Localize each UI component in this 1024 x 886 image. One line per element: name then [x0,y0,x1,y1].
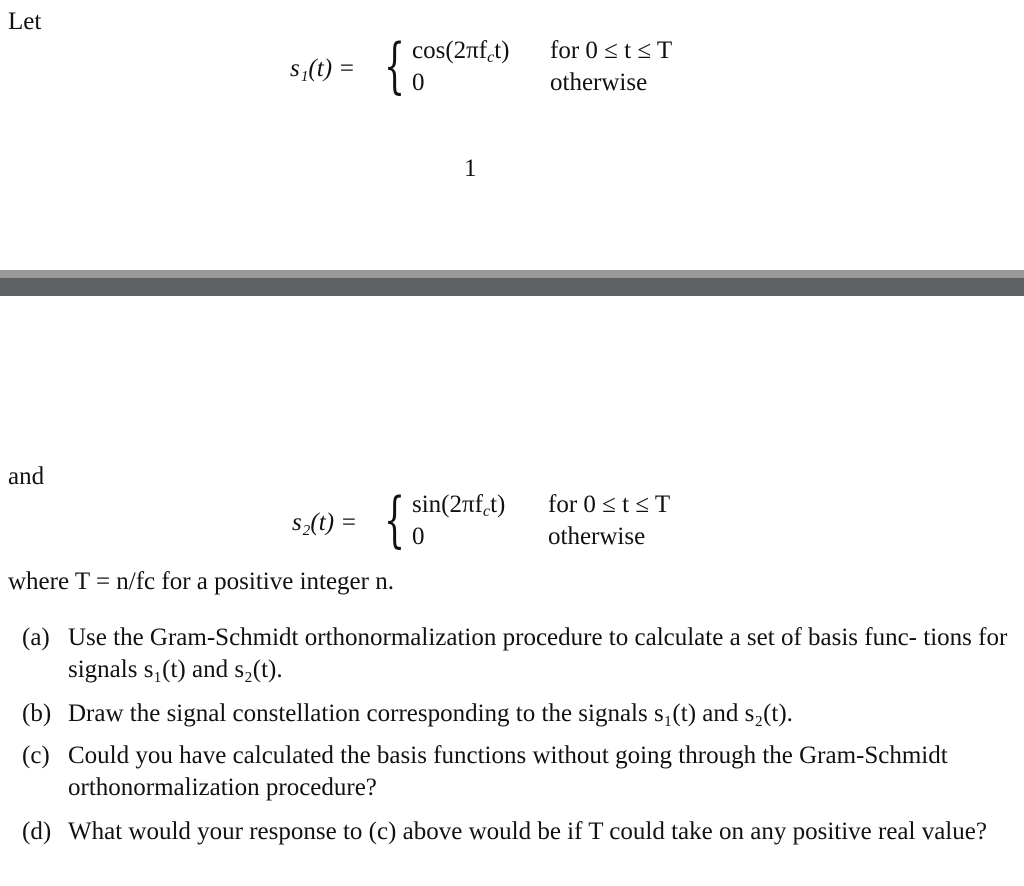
s1-case2-expression: 0 [412,69,425,96]
question-a-text: Use the Gram-Schmidt orthonormalization procedure to calculate a set of basis func- tions for signals s₁(t) and s₂(t). [68,624,1008,683]
s2-case1-expr-text: sin(2πf [412,491,483,518]
question-a-label: (a) [22,624,50,651]
s2-case1-subscript: c [482,503,491,520]
page-divider-dark [0,278,1024,296]
s1-case1-tail: t) [494,37,510,64]
s1-case1-expression [412,36,510,72]
s2-case1-tail: t) [490,491,506,518]
and-word: and [8,463,45,490]
question-c-text: Could you have calculated the basis functions without going through the Gram-Schmidt orthonormalization procedure? [68,742,948,801]
s2-case1-expression [412,490,505,526]
s1-case2-condition: otherwise [550,69,648,96]
question-b-label: (b) [22,700,52,727]
page-number: 1 [464,155,477,182]
s1-definition-lhs: s₁(t) = [290,55,356,82]
page-divider-light [0,270,1024,278]
s2-definition-lhs: s₂(t) = [292,509,358,536]
s1-case1-expr-text: cos(2πf [412,37,488,64]
s2-left-brace: { [384,485,406,555]
where-clause: where T = n/fc for a positive integer n. [8,568,394,595]
question-d-text: What would your response to (c) above would be if T could take on any positive real value? [68,818,987,845]
s1-case1-condition: for 0 ≤ t ≤ T [550,37,673,64]
s2-case1-condition: for 0 ≤ t ≤ T [548,491,671,518]
s1-left-brace: { [384,31,406,101]
question-d-label: (d) [22,818,52,845]
s2-case2-expression: 0 [412,523,425,550]
let-word: Let [8,8,42,35]
s1-case1-subscript: c [487,49,495,66]
question-b-text: Draw the signal constellation corresponding to the signals s₁(t) and s₂(t). [68,700,793,727]
question-c-label: (c) [22,742,50,769]
s2-case2-condition: otherwise [548,523,646,550]
